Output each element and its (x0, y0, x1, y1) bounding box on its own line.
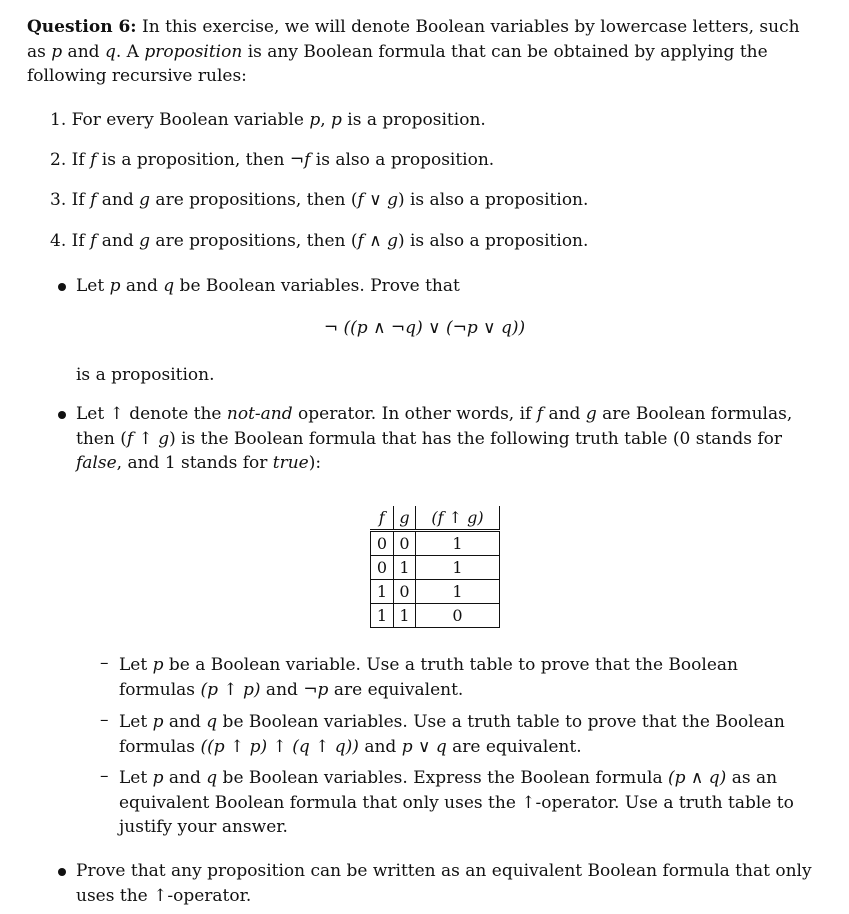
s3-c: be Boolean variables. Express the Boolean formula (217, 768, 669, 788)
rule-var: g (139, 190, 151, 210)
table-cell: 0 (416, 604, 500, 628)
rule-var: f (357, 231, 364, 251)
subitem-1-text (119, 653, 809, 702)
b2-text-d: are Boolean formulas, then ( (76, 404, 793, 449)
rule-var: g (387, 190, 398, 210)
rule-var: f (90, 190, 97, 210)
table-cell: 1 (416, 531, 500, 556)
b2-text-a: Let ↑ denote the (76, 404, 227, 424)
s2-b: and (163, 712, 207, 732)
rule-var: p (331, 110, 342, 130)
s2-formula-1: ((p ↑ p) ↑ (q ↑ q)) (200, 736, 359, 757)
question-heading: Question 6: (27, 17, 137, 37)
table-cell: 1 (416, 556, 500, 580)
bullet-icon (58, 411, 66, 419)
table-cell: 0 (371, 531, 394, 556)
intro-var-q: q (104, 41, 116, 62)
s3-formula: (p ∧ q) (668, 768, 727, 788)
display-formula: ¬ ((p ∧ ¬q) ∨ (¬p ∨ q)) (323, 318, 526, 338)
b1-var-p: p (109, 276, 121, 296)
table-row (371, 531, 500, 556)
table-cell: 1 (394, 604, 416, 628)
s2-formula-2: p ∨ q (401, 736, 447, 757)
bullet-icon (58, 283, 66, 291)
table-cell: 1 (394, 556, 416, 580)
rule-number: 3. (50, 190, 67, 210)
rule-item-2 (50, 148, 494, 172)
s3-var-p: p (152, 768, 164, 788)
intro-text-3: is any Boolean formula that can be obtained by applying the following recursive rules: (27, 41, 768, 86)
b2-not-and: not-and (226, 404, 293, 424)
table-cell: 0 (394, 531, 416, 556)
s1-a: Let (119, 655, 153, 675)
rule-text: are propositions, then ( (150, 231, 358, 251)
b1-text-b: and (120, 276, 164, 296)
rule-var: f (90, 150, 97, 170)
rule-neg: ¬ (289, 150, 305, 170)
table-cell: 1 (371, 604, 394, 628)
s3-d: as an equivalent Boolean formula that only uses the ↑-operator. Use a truth table to justify your answer. (119, 768, 794, 837)
s3-b: and (163, 768, 207, 788)
bullet-2-text (76, 402, 816, 476)
b1-var-q: q (163, 276, 175, 296)
b1-text-a: Let (76, 276, 110, 296)
rule-text: ) is also a proposition. (397, 190, 589, 210)
table-row (371, 580, 500, 604)
rule-number: 4. (50, 231, 67, 251)
rule-text: ) is also a proposition. (397, 231, 589, 251)
subitem-2-text (119, 710, 809, 759)
rule-var: g (387, 231, 398, 251)
b2-text-b: operator. In other words, if (292, 404, 537, 424)
rule-var: f (357, 190, 364, 210)
rule-item-3 (50, 188, 588, 212)
table-cell: 1 (416, 580, 500, 604)
s1-d: are equivalent. (328, 679, 464, 700)
b2-var-g: g (585, 404, 597, 424)
intro-proposition-word: proposition (144, 41, 243, 62)
rule-text: are propositions, then ( (150, 190, 358, 210)
intro-text-1: In this exercise, we will denote Boolean variables by lowercase letters, such as (27, 17, 800, 62)
s1-var: p (152, 655, 164, 675)
header-cell: (f ↑ g) (416, 506, 500, 531)
s2-d: and (358, 736, 402, 757)
rule-text: and (96, 190, 140, 210)
rule-text: is a proposition. (341, 110, 486, 130)
intro-text-2: . A (115, 41, 145, 62)
dash-icon: – (100, 710, 109, 730)
rule-var: f (304, 150, 311, 170)
rule-number: 2. (50, 150, 67, 170)
truth-table-header (371, 506, 500, 531)
rule-text: is a proposition, then (96, 150, 290, 170)
s2-c: be Boolean variables. Use a truth table to prove that the Boolean formulas (119, 712, 785, 757)
b2-text-c: and (543, 404, 586, 424)
rule-text: If (71, 231, 91, 251)
s2-a: Let (119, 712, 153, 732)
b2-op: ↑ (133, 428, 159, 449)
table-cell: 0 (394, 580, 416, 604)
s3-var-q: q (206, 768, 218, 788)
s1-b: be a Boolean variable. Use a truth table to prove that the Boolean formulas (119, 655, 738, 700)
dash-icon: – (100, 766, 109, 786)
header-cell: f (371, 506, 394, 531)
bullet-3-text: Prove that any proposition can be written as an equivalent Boolean formula that only uses the ↑-operator. (76, 861, 812, 906)
question-intro (27, 15, 817, 89)
bullet-icon (58, 868, 66, 876)
truth-table (370, 506, 500, 628)
s2-e: are equivalent. (446, 736, 582, 757)
rule-text: is also a proposition. (310, 150, 495, 170)
subitem-3-text (119, 766, 809, 840)
intro-var-p: p (51, 41, 63, 62)
table-row (371, 604, 500, 628)
b2-text-f: , and 1 stands for (116, 453, 273, 473)
s1-formula-1: (p ↑ p) (200, 679, 261, 700)
b2-text-g: ): (308, 453, 322, 473)
dash-icon: – (100, 653, 109, 673)
rule-var: f (90, 231, 97, 251)
s3-a: Let (119, 768, 153, 788)
rule-var: p (309, 110, 321, 130)
b2-var-f2: f (126, 428, 134, 449)
rule-var: g (139, 231, 151, 251)
rule-text: , (320, 110, 332, 130)
rule-text: If (71, 190, 91, 210)
rule-text: For every Boolean variable (71, 110, 310, 130)
rule-item-4 (50, 229, 588, 253)
b1-text-c: be Boolean variables. Prove that (174, 276, 460, 296)
b2-true: true (272, 453, 309, 473)
table-cell: 1 (371, 580, 394, 604)
rule-item-1 (50, 108, 486, 132)
rule-op: ∧ (363, 231, 388, 251)
s1-formula-2: ¬p (303, 679, 329, 700)
rule-op: ∨ (363, 190, 388, 210)
s2-var-p: p (152, 712, 164, 732)
bullet-1-text (76, 274, 816, 299)
header-cell: g (394, 506, 416, 531)
b2-var-f: f (536, 404, 544, 424)
table-row (371, 556, 500, 580)
s1-c: and (260, 679, 304, 700)
bullet-1-after: is a proposition. (76, 365, 215, 385)
rule-text: and (96, 231, 140, 251)
table-cell: 0 (371, 556, 394, 580)
s2-var-q: q (206, 712, 218, 732)
intro-and: and (62, 41, 105, 62)
b2-text-e: ) is the Boolean formula that has the following truth table (0 stands for (169, 428, 783, 449)
b2-var-g2: g (158, 428, 170, 449)
rule-number: 1. (50, 110, 67, 130)
rule-text: If (71, 150, 91, 170)
b2-false: false (76, 453, 117, 473)
